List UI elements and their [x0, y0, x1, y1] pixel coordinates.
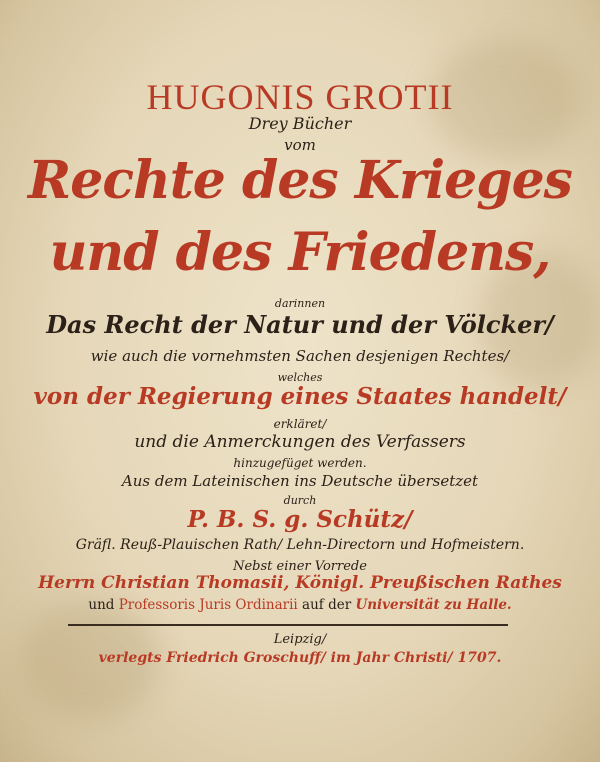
imprint-place: Leipzig/	[273, 632, 327, 647]
regierung-line: von der Regierung eines Staates handelt/	[33, 383, 567, 410]
darinnen-line: darinnen	[274, 297, 326, 310]
universitaet-text: Universität zu Halle.	[355, 597, 512, 613]
main-title-line-2: und des Friedens,	[49, 222, 551, 283]
drey-buecher-line: Drey Bücher	[248, 114, 352, 133]
professoris-text: Professoris Juris Ordinarii	[118, 597, 298, 613]
translator-name: P. B. S. g. Schütz/	[187, 506, 413, 533]
recht-der-natur-line: Das Recht der Natur und der Völcker/	[46, 310, 554, 339]
anmerckungen-line: und die Anmerckungen des Verfassers	[134, 432, 466, 452]
hinzugefuget-line: hinzugefüget werden.	[233, 456, 367, 470]
university-line	[0, 597, 600, 613]
erklaeret-line: erkläret/	[273, 417, 327, 431]
main-title-line-1: Rechte des Krieges	[28, 150, 572, 211]
welches-line: welches	[277, 371, 323, 384]
und-word: und	[88, 597, 115, 613]
vom-line: vom	[284, 136, 316, 154]
divider-rule	[68, 624, 508, 626]
nebst-vorrede-line: Nebst einer Vorrede	[233, 559, 367, 574]
imprint-publisher: verlegts Friedrich Groschuff/ im Jahr Christi/ 1707.	[98, 650, 502, 666]
translator-title: Gräfl. Reuß-Plauischen Rath/ Lehn-Directorn und Hofmeistern.	[75, 537, 525, 553]
vornehmsten-sachen-line: wie auch die vornehmsten Sachen desjenigen Rechtes/	[90, 347, 510, 365]
durch-line: durch	[283, 494, 317, 507]
auf-der-text: auf der	[302, 597, 352, 613]
uebersetzet-line: Aus dem Lateinischen ins Deutsche übersetzet	[121, 472, 479, 490]
author-name: HUGONIS GROTII	[146, 77, 454, 117]
vorrede-author: Herrn Christian Thomasii, Königl. Preußischen Rathes	[38, 573, 562, 593]
